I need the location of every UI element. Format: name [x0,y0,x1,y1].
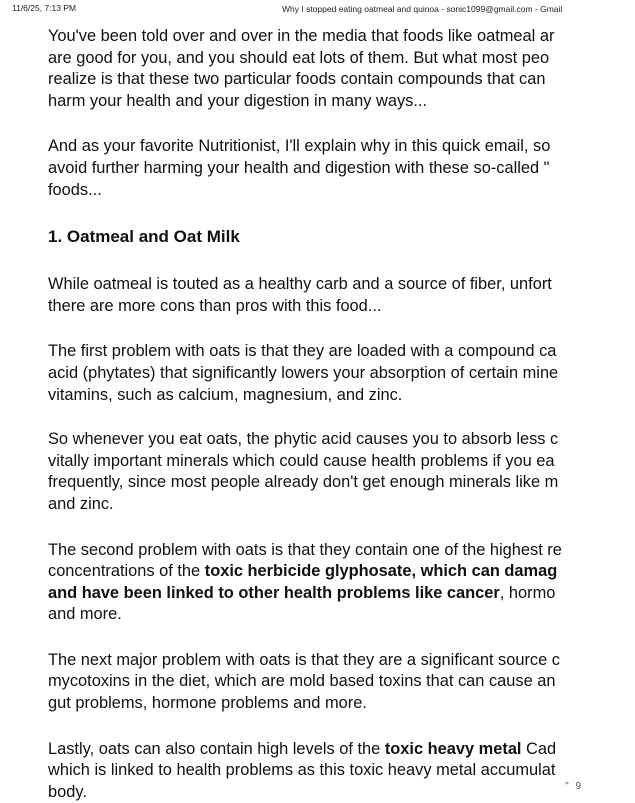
text-line [48,583,628,605]
paragraph-oatmeal-intro [48,274,628,317]
paragraph-mycotoxins [48,650,628,715]
text-line: and more. [48,605,122,624]
text-line: frequently, since most people already don't get enough minerals like m [48,473,559,492]
text-line: The first problem with oats is that they are loaded with a compound ca [48,342,557,361]
text-line: body. [48,782,87,801]
text-segment: , hormo [499,583,556,602]
paragraph-heavy-metal [48,739,628,803]
text-line: And as your favorite Nutritionist, I'll explain why in this quick email, so [48,137,551,156]
print-title: Why I stopped eating oatmeal and quinoa - sonic1099@gmail.com - Gmail [282,4,563,14]
text-line: vitamins, such as calcium, magnesium, and zinc. [48,385,403,404]
text-segment: concentrations of the [48,562,205,581]
text-line: avoid further harming your health and digestion with these so-called " [48,158,550,177]
text-line: You've been told over and over in the media that foods like oatmeal ar [48,27,555,45]
text-line: and zinc. [48,494,114,513]
text-segment: Cad [521,739,557,758]
print-header [0,0,635,18]
text-line: mycotoxins in the diet, which are mold based toxins that can cause an [48,672,556,691]
paragraph-nutritionist [48,136,628,201]
text-line: foods... [48,180,102,199]
text-line: The second problem with oats is that they contain one of the highest re [48,540,562,559]
text-line: So whenever you eat oats, the phytic acid causes you to absorb less c [48,430,559,449]
page-mark: " 9 [565,781,583,792]
text-line: vitally important minerals which could cause health problems if you ea [48,451,555,470]
bold-text: toxic heavy metal [384,739,522,758]
section-heading: 1. Oatmeal and Oat Milk [48,227,240,247]
text-line: which is linked to health problems as this toxic heavy metal accumulat [48,761,556,780]
text-line [48,561,628,583]
text-line: The next major problem with oats is that they are a significant source c [48,650,560,669]
print-date: 11/6/25, 7:13 PM [12,3,77,13]
text-line: gut problems, hormone problems and more. [48,694,367,713]
paragraph-minerals [48,429,628,515]
text-line [48,739,628,761]
text-line: harm your health and your digestion in many ways... [48,91,428,110]
paragraph-intro [48,26,628,112]
paragraph-phytic-acid [48,341,628,406]
text-line: acid (phytates) that significantly lowers your absorption of certain mine [48,363,559,382]
email-body [48,26,628,803]
paragraph-glyphosate [48,540,628,626]
text-segment: Lastly, oats can also contain high levels of the [48,739,385,758]
text-line: there are more cons than pros with this food... [48,296,382,315]
text-line: are good for you, and you should eat lots of them. But what most peo [48,48,550,67]
text-line: realize is that these two particular foods contain compounds that can [48,70,546,89]
bold-text: and have been linked to other health problems like cancer [48,583,500,602]
text-line: While oatmeal is touted as a healthy carb and a source of fiber, unfort [48,275,552,294]
bold-text: toxic herbicide glyphosate, which can damag [204,562,558,581]
